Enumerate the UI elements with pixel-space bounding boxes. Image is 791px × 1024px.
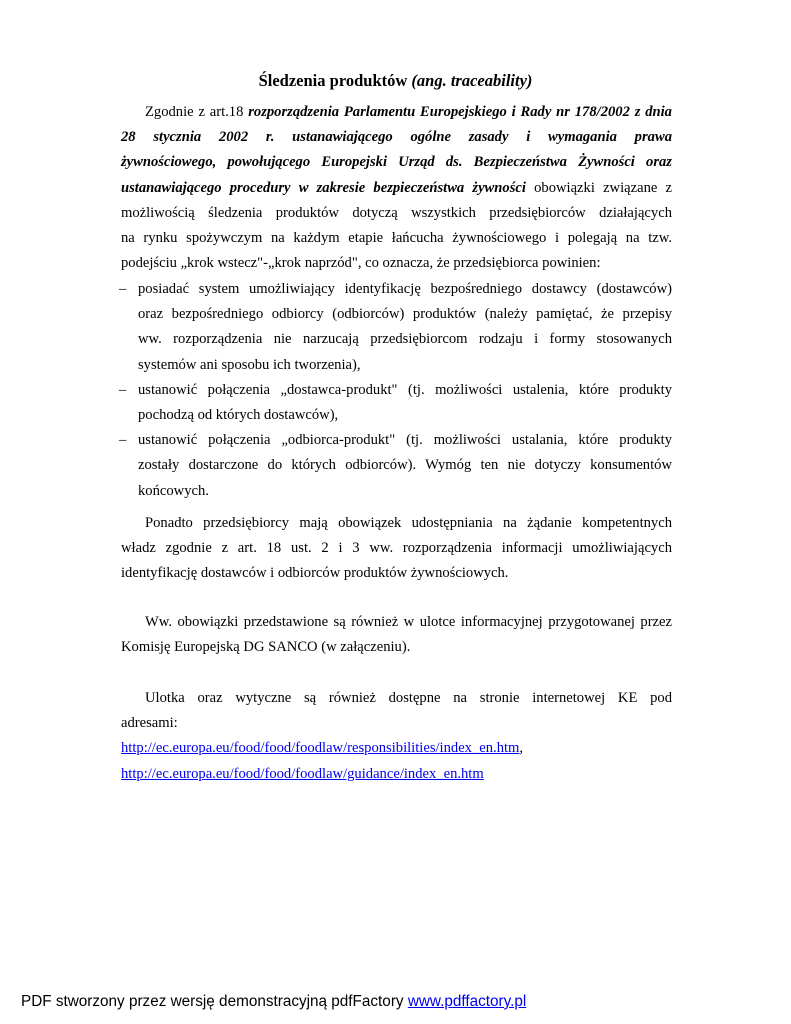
paragraph-regulation (121, 100, 672, 276)
paragraph-line: władz zgodnie z art. 18 ust. 2 i 3 ww. rozporządzenia informacji umożliwiających (121, 540, 672, 557)
list-item-line: ww. rozporządzenia nie narzucają przedsiębiorcom rodzaju i formy stosowanych (138, 331, 672, 348)
text-run: obowiązki związane z (525, 179, 672, 196)
list-item-line: posiadać system umożliwiający identyfikację bezpośredniego dostawcy (dostawców) (138, 281, 672, 297)
dash-bullet: – (119, 281, 127, 297)
paragraph-leaflet (121, 610, 672, 660)
paragraph-line: Komisję Europejską DG SANCO (w załączeniu). (121, 639, 411, 656)
dash-bullet: – (119, 381, 127, 398)
regulation-title: rozporządzenia Parlamentu Europejskiego i Rady nr 178/2002 z dnia (248, 104, 672, 120)
responsibilities-link[interactable]: http://ec.europa.eu/food/food/foodlaw/responsibilities/index_en.htm (121, 740, 520, 757)
list-item-line: ustanowić połączenia „dostawca-produkt" (tj. możliwości ustalenia, które produkty (138, 381, 672, 398)
pdf-footer (21, 993, 526, 1011)
text-run: , (519, 740, 524, 757)
list-item-line: systemów ani sposobu ich tworzenia), (138, 356, 361, 373)
pdffactory-link[interactable]: www.pdffactory.pl (407, 993, 527, 1010)
paragraph-line (121, 100, 672, 125)
footer-text: PDF stworzony przez wersję demonstracyjną pdfFactory (21, 993, 408, 1010)
list-item-line: zostały dostarczone do których odbiorców). Wymóg ten nie dotyczy konsumentów (138, 457, 672, 474)
list-item-line: końcowych. (138, 482, 209, 499)
paragraph-line: identyfikację dostawców i odbiorców produktów żywnościowych. (121, 565, 509, 582)
text-run: Zgodnie z art.18 (145, 104, 249, 120)
paragraph-line: możliwością śledzenia produktów dotyczą wszystkich przedsiębiorców działających (121, 204, 672, 221)
paragraph-line: 28 stycznia 2002 r. ustanawiającego ogólne zasady i wymagania prawa (121, 129, 672, 146)
list-item-line: oraz bezpośredniego odbiorcy (odbiorców) produktów (należy pamiętać, że przepisy (138, 306, 672, 323)
title-main: Śledzenia produktów (258, 71, 408, 90)
paragraph-line: na rynku spożywczym na każdym etapie łańcucha żywnościowego i polegają na tzw. (121, 230, 672, 247)
dash-bullet: – (119, 432, 127, 449)
document-title (0, 71, 791, 91)
list-item-line: ustanowić połączenia „odbiorca-produkt" (tj. możliwości ustalania, które produkty (138, 432, 672, 449)
title-subtitle: (ang. traceability) (411, 71, 533, 90)
paragraph-line: podejściu „krok wstecz"-„krok naprzód", co oznacza, że przedsiębiorca powinien: (121, 255, 601, 272)
paragraph-line (121, 176, 672, 201)
paragraph-line (121, 762, 672, 787)
paragraph-line: Ulotka oraz wytyczne są również dostępne na stronie internetowej KE pod (145, 690, 672, 706)
paragraph-line: adresami: (121, 715, 178, 732)
paragraph-links (121, 686, 672, 787)
guidance-link[interactable]: http://ec.europa.eu/food/food/foodlaw/guidance/index_en.htm (121, 765, 484, 782)
paragraph-line: żywnościowego, powołującego Europejski Urząd ds. Bezpieczeństwa Żywności oraz (121, 154, 672, 171)
paragraph-authorities (121, 511, 672, 587)
regulation-title: ustanawiającego procedury w zakresie bezpieczeństwa żywności (121, 179, 526, 196)
list-item-line: pochodzą od których dostawców), (138, 407, 339, 424)
list-item (121, 378, 672, 428)
paragraph-line (121, 736, 672, 761)
list-item (121, 277, 672, 378)
list-item (121, 428, 672, 504)
paragraph-line: Ponadto przedsiębiorcy mają obowiązek udostępniania na żądanie kompetentnych (145, 515, 672, 531)
obligations-list (121, 277, 672, 504)
paragraph-line: Ww. obowiązki przedstawione są również w ulotce informacyjnej przygotowanej przez (145, 614, 672, 630)
